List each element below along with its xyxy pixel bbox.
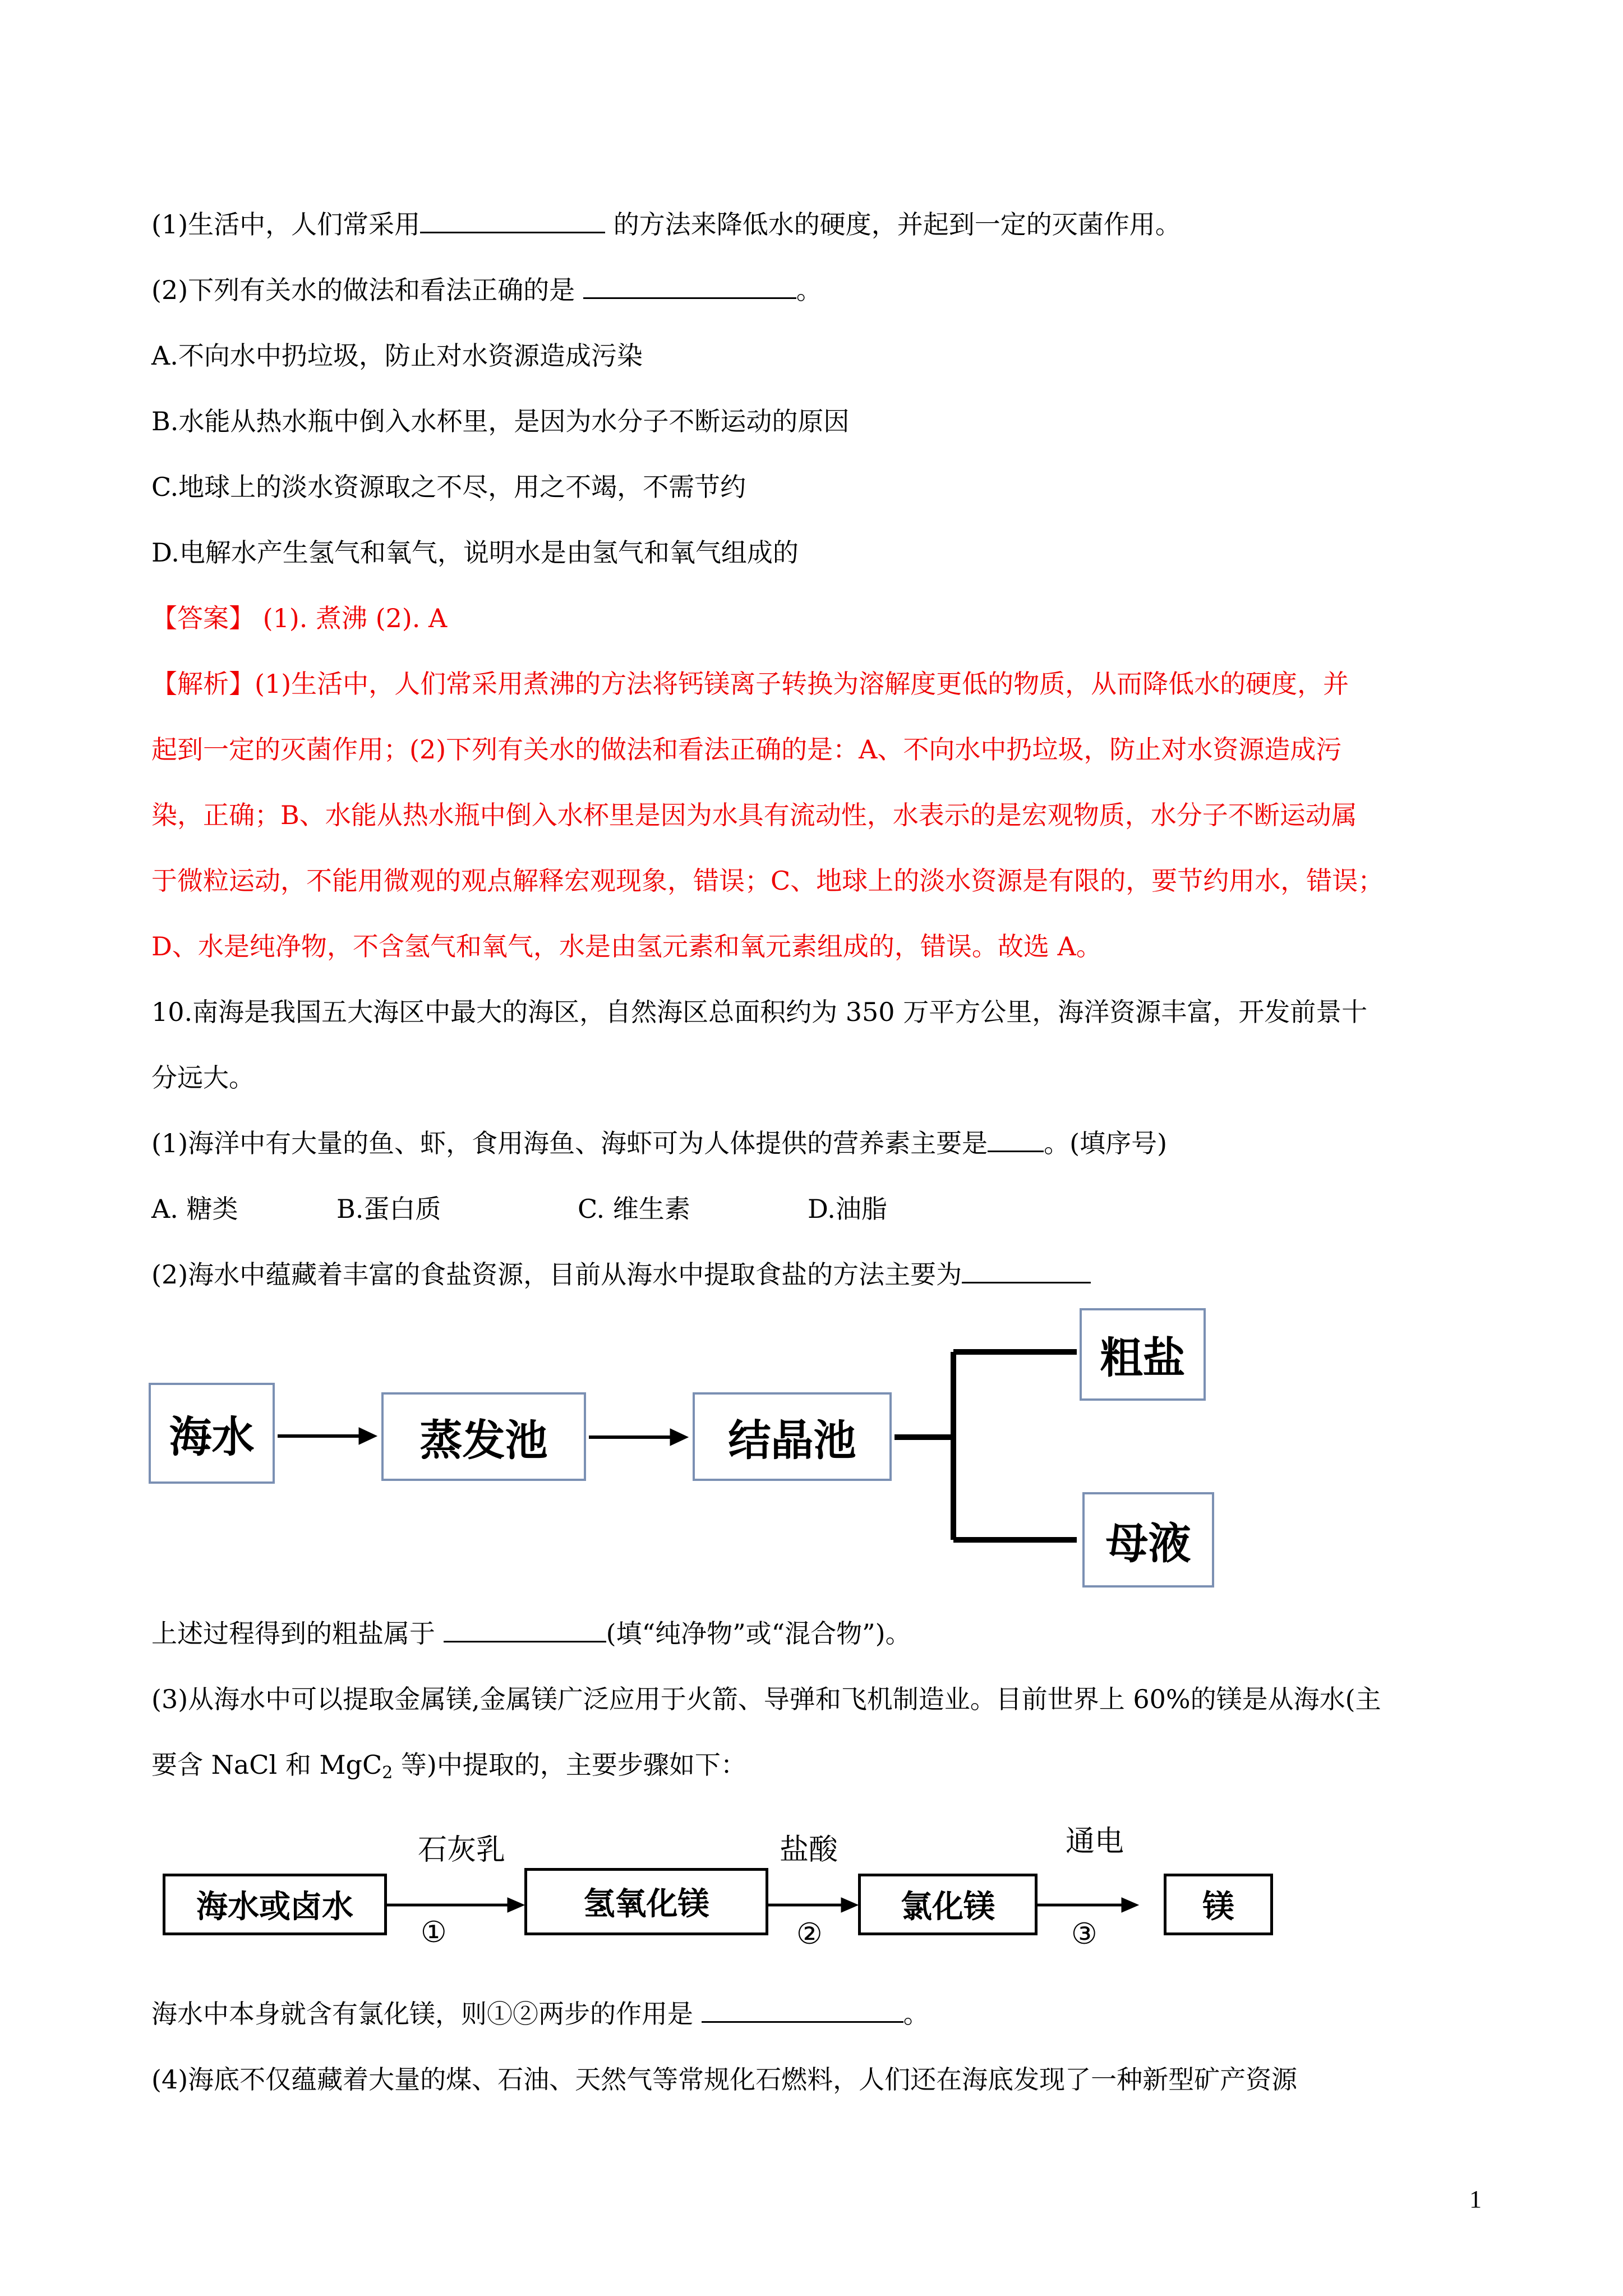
subscript: 2 [382, 1763, 393, 1783]
q9-analysis-line: D、水是纯净物，不含氢气和氧气，水是由氢元素和氧元素组成的，错误。故选 A。 [151, 931, 1102, 961]
q10-stem-cont: 分远大。 [151, 1062, 255, 1093]
q10-stem: 10.南海是我国五大海区中最大的海区，自然海区总面积约为 350 万平方公里，海洋资源丰富，开发前景十 [151, 997, 1368, 1027]
mother-liquor-box: 母液 [1082, 1492, 1214, 1588]
evaporation-pond-box: 蒸发池 [381, 1392, 586, 1481]
answer-blank[interactable] [702, 1999, 903, 2023]
q9-part2-text: (2)下列有关水的做法和看法正确的是 [151, 275, 583, 305]
q9-option-d: D.电解水产生氢气和氧气，说明水是由氢气和氧气组成的 [151, 537, 799, 568]
q10-part2-followup-text: 上述过程得到的粗盐属于 [151, 1618, 444, 1649]
page-number: 1 [1469, 2185, 1482, 2213]
seawater-box: 海水 [149, 1383, 275, 1484]
q10-part3-text: 要含 NaCl 和 MgC [151, 1750, 382, 1780]
q9-analysis-line: 起到一定的灭菌作用；(2)下列有关水的做法和看法正确的是：A、不向水中扔垃圾，防止对水资源造成污 [151, 734, 1342, 765]
seawater-or-brine-box: 海水或卤水 [163, 1874, 387, 1935]
magnesium-chloride-box: 氯化镁 [858, 1874, 1038, 1935]
reagent-lime-milk: 石灰乳 [418, 1833, 506, 1867]
q9-part1-text: (1)生活中，人们常采用 [151, 209, 421, 240]
q10-part3-cont [151, 1748, 746, 1790]
q9-answer: 【答案】 (1). 煮沸 (2). A [151, 603, 448, 633]
crystallization-pond-box: 结晶池 [693, 1392, 892, 1481]
q10-part3-followup-text-end: 。 [903, 1999, 929, 2029]
crude-salt-box: 粗盐 [1080, 1308, 1206, 1401]
q10-part3: (3)从海水中可以提取金属镁,金属镁广泛应用于火箭、导弹和飞机制造业。目前世界上 60%的镁是从海水(主 [151, 1684, 1381, 1714]
q10-part3-followup-text: 海水中本身就含有氯化镁，则①②两步的作用是 [151, 1999, 702, 2029]
q9-analysis-line: 【解析】(1)生活中，人们常采用煮沸的方法将钙镁离子转换为溶解度更低的物质，从而降低水的硬度，并 [151, 669, 1349, 699]
magnesium-hydroxide-box: 氢氧化镁 [524, 1868, 768, 1935]
magnesium-box: 镁 [1164, 1874, 1273, 1935]
q9-analysis-line: 于微粒运动，不能用微观的观点解释宏观现象，错误；C、地球上的淡水资源是有限的，要节约用水，错误； [151, 866, 1384, 896]
q10-part2-text: (2)海水中蕴藏着丰富的食盐资源，目前从海水中提取食盐的方法主要为 [151, 1259, 962, 1290]
q10-part2-followup [151, 1617, 911, 1650]
q10-part3-text-end: 等)中提取的，主要步骤如下： [393, 1750, 746, 1780]
reagent-hydrochloric-acid: 盐酸 [780, 1833, 838, 1867]
q10-part2-followup-text-end: (填“纯净物”或“混合物”)。 [606, 1618, 911, 1649]
q10-part4: (4)海底不仅蕴藏着大量的煤、石油、天然气等常规化石燃料，人们还在海底发现了一种新型矿产资源 [151, 2064, 1298, 2095]
answer-blank[interactable] [444, 1618, 606, 1642]
q9-part2-text-end: 。 [796, 275, 822, 305]
q9-part1-text-end: 的方法来降低水的硬度，并起到一定的灭菌作用。 [605, 209, 1181, 240]
q10-part3-followup [151, 1997, 929, 2031]
step-3-label: ③ [1071, 1917, 1098, 1951]
q9-option-c: C.地球上的淡水资源取之不尽，用之不竭，不需节约 [151, 472, 746, 502]
reagent-electrolysis: 通电 [1066, 1825, 1124, 1858]
q10-option-c: C. 维生素 [578, 1194, 690, 1224]
q9-option-a: A.不向水中扔垃圾，防止对水资源造成污染 [151, 341, 643, 371]
q9-analysis-line: 染，正确；B、水能从热水瓶中倒入水杯里是因为水具有流动性，水表示的是宏观物质，水分子不断运动属 [151, 800, 1357, 830]
q10-part1-text: (1)海洋中有大量的鱼、虾，食用海鱼、海虾可为人体提供的营养素主要是 [151, 1128, 988, 1158]
q10-option-a: A. 糖类 [151, 1194, 238, 1224]
q10-part1-text-end: 。(填序号) [1044, 1128, 1168, 1158]
step-2-label: ② [796, 1917, 823, 1951]
q10-option-d: D.油脂 [808, 1194, 887, 1224]
step-1-label: ① [421, 1916, 447, 1949]
q10-option-b: B.蛋白质 [336, 1194, 441, 1224]
q9-option-b: B.水能从热水瓶中倒入水杯里，是因为水分子不断运动的原因 [151, 406, 850, 436]
